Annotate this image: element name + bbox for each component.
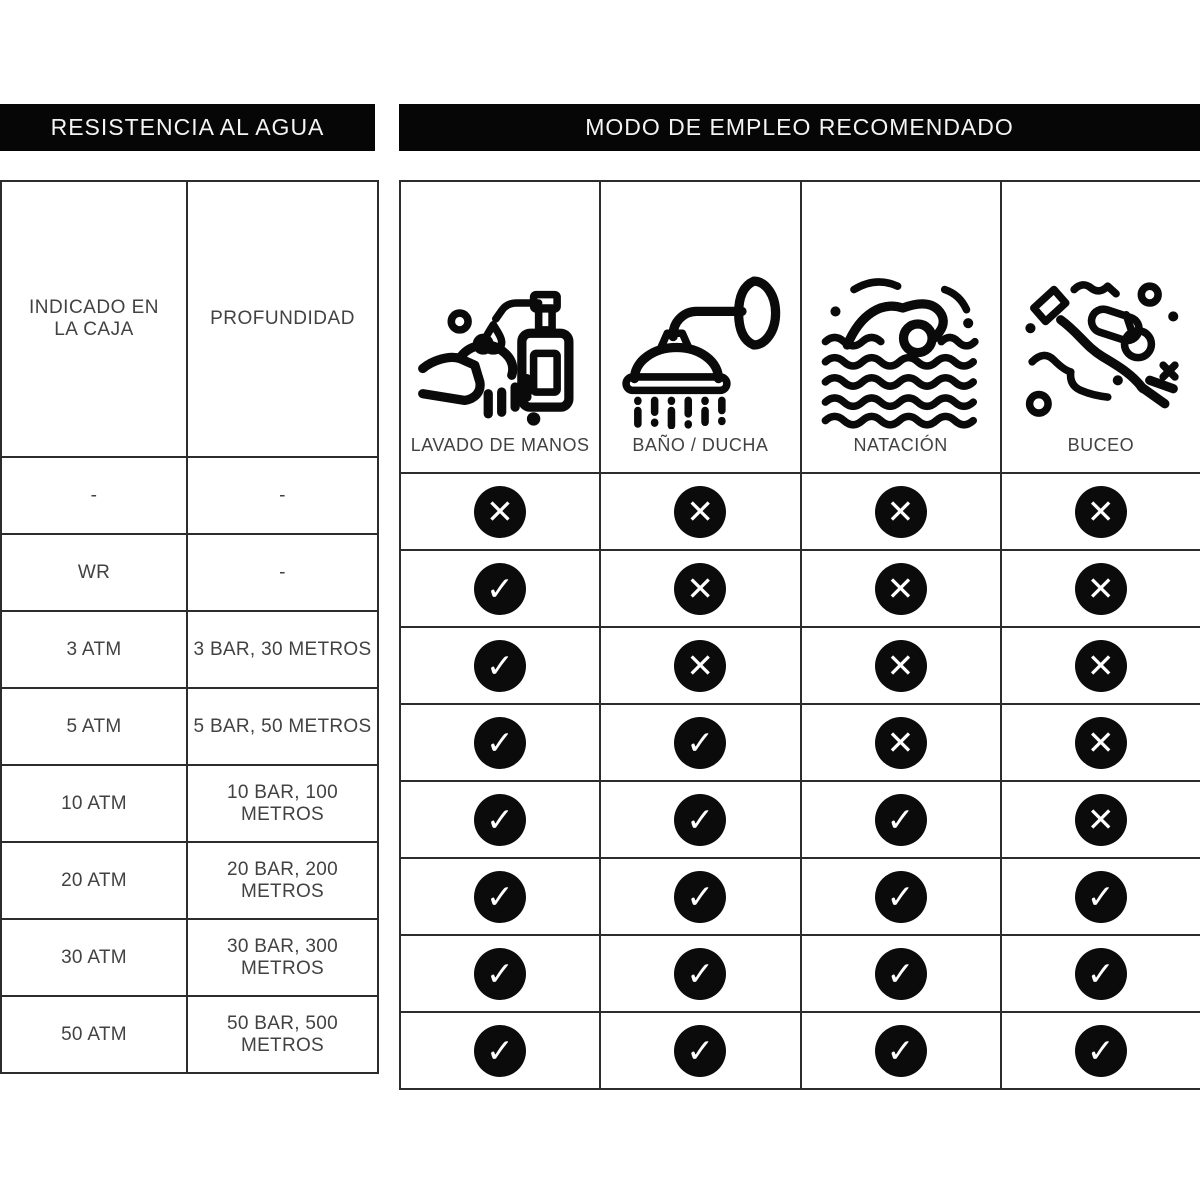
usage-mark: ✓ (1075, 1025, 1127, 1077)
usage-cell (1001, 627, 1200, 704)
depth-cell: - (187, 457, 378, 534)
table-row (400, 1012, 1200, 1089)
usage-cell (801, 935, 1001, 1012)
usage-mark: ✕ (875, 640, 927, 692)
table-row (400, 858, 1200, 935)
table-row (1, 688, 378, 765)
usage-cell (600, 473, 800, 550)
usage-cell (1001, 473, 1200, 550)
usage-cell (600, 627, 800, 704)
case-marking-cell: 3 ATM (1, 611, 187, 688)
usage-mark: ✕ (674, 486, 726, 538)
usage-mark: ✕ (1075, 486, 1127, 538)
usage-cell (400, 858, 600, 935)
depth-cell: 20 BAR, 200 METROS (187, 842, 378, 919)
left-header-bar (0, 104, 375, 151)
activity-label: LAVADO DE MANOS (410, 435, 590, 455)
activity-header-handwash (400, 181, 600, 473)
column-header-depth: PROFUNDIDAD (187, 181, 378, 457)
usage-mark: ✓ (1075, 871, 1127, 923)
table-row (400, 781, 1200, 858)
activity-header-swimming (801, 181, 1001, 473)
table-row (400, 473, 1200, 550)
usage-mark: ✕ (674, 640, 726, 692)
usage-cell (1001, 550, 1200, 627)
resistance-table (0, 180, 379, 1074)
right-header-title: MODO DE EMPLEO RECOMENDADO (585, 114, 1014, 140)
activity-label: BAÑO / DUCHA (632, 435, 769, 455)
usage-cell (1001, 704, 1200, 781)
usage-table-header (400, 181, 1200, 473)
case-marking-cell: 10 ATM (1, 765, 187, 842)
usage-cell (400, 781, 600, 858)
usage-mark: ✓ (474, 640, 526, 692)
case-marking-cell: - (1, 457, 187, 534)
usage-cell (600, 858, 800, 935)
usage-mark: ✓ (474, 717, 526, 769)
usage-cell (600, 935, 800, 1012)
hand-washing-icon (416, 261, 584, 429)
usage-cell (1001, 1012, 1200, 1089)
usage-mark: ✕ (1075, 794, 1127, 846)
usage-mark: ✕ (474, 486, 526, 538)
table-row (400, 550, 1200, 627)
activity-header-diving (1001, 181, 1200, 473)
usage-mark: ✓ (474, 794, 526, 846)
usage-mark: ✓ (474, 563, 526, 615)
usage-mark: ✓ (875, 794, 927, 846)
case-marking-cell: WR (1, 534, 187, 611)
table-row (400, 935, 1200, 1012)
usage-mark: ✕ (875, 717, 927, 769)
activity-label: NATACIÓN (853, 435, 948, 455)
depth-cell: - (187, 534, 378, 611)
usage-mark: ✓ (474, 871, 526, 923)
usage-cell (801, 704, 1001, 781)
activity-header-shower (600, 181, 800, 473)
usage-mark: ✓ (674, 794, 726, 846)
case-marking-cell: 5 ATM (1, 688, 187, 765)
usage-mark: ✓ (674, 948, 726, 1000)
usage-cell (801, 550, 1001, 627)
usage-mark: ✕ (1075, 563, 1127, 615)
usage-mark: ✓ (674, 717, 726, 769)
usage-cell (801, 473, 1001, 550)
usage-cell (400, 935, 600, 1012)
usage-cell (600, 1012, 800, 1089)
usage-cell (400, 473, 600, 550)
table-row (400, 627, 1200, 704)
usage-mark: ✕ (875, 486, 927, 538)
usage-mark: ✓ (474, 1025, 526, 1077)
usage-cell (600, 781, 800, 858)
usage-mark: ✕ (875, 563, 927, 615)
usage-cell (600, 704, 800, 781)
usage-cell (600, 550, 800, 627)
usage-cell (1001, 781, 1200, 858)
usage-table (399, 180, 1200, 1090)
usage-cell (1001, 935, 1200, 1012)
usage-mark: ✓ (1075, 948, 1127, 1000)
depth-cell: 50 BAR, 500 METROS (187, 996, 378, 1073)
shower-icon (616, 261, 784, 429)
usage-cell (801, 858, 1001, 935)
case-marking-cell: 20 ATM (1, 842, 187, 919)
usage-mark: ✓ (674, 871, 726, 923)
usage-mark: ✓ (674, 1025, 726, 1077)
table-row (1, 534, 378, 611)
usage-mark: ✓ (875, 948, 927, 1000)
left-header-title: RESISTENCIA AL AGUA (50, 114, 325, 140)
table-row (1, 765, 378, 842)
usage-mark: ✕ (1075, 640, 1127, 692)
usage-cell (400, 1012, 600, 1089)
diving-icon (1017, 261, 1185, 429)
usage-cell (400, 550, 600, 627)
depth-cell: 5 BAR, 50 METROS (187, 688, 378, 765)
usage-mark: ✓ (875, 1025, 927, 1077)
usage-cell (801, 1012, 1001, 1089)
usage-cell (801, 781, 1001, 858)
usage-cell (801, 627, 1001, 704)
resistance-table-header (1, 181, 378, 457)
usage-mark: ✓ (474, 948, 526, 1000)
right-header-bar (399, 104, 1200, 151)
case-marking-cell: 50 ATM (1, 996, 187, 1073)
swimming-icon (817, 261, 985, 429)
depth-cell: 3 BAR, 30 METROS (187, 611, 378, 688)
usage-cell (1001, 858, 1200, 935)
table-row (1, 996, 378, 1073)
usage-mark: ✕ (674, 563, 726, 615)
table-row (1, 919, 378, 996)
activity-label: BUCEO (1067, 435, 1135, 455)
depth-cell: 30 BAR, 300 METROS (187, 919, 378, 996)
usage-mark: ✕ (1075, 717, 1127, 769)
table-row (1, 842, 378, 919)
table-row (1, 611, 378, 688)
column-header-case-marking: INDICADO EN LA CAJA (1, 181, 187, 457)
usage-mark: ✓ (875, 871, 927, 923)
usage-cell (400, 704, 600, 781)
table-row (400, 704, 1200, 781)
table-row (1, 457, 378, 534)
depth-cell: 10 BAR, 100 METROS (187, 765, 378, 842)
case-marking-cell: 30 ATM (1, 919, 187, 996)
usage-cell (400, 627, 600, 704)
